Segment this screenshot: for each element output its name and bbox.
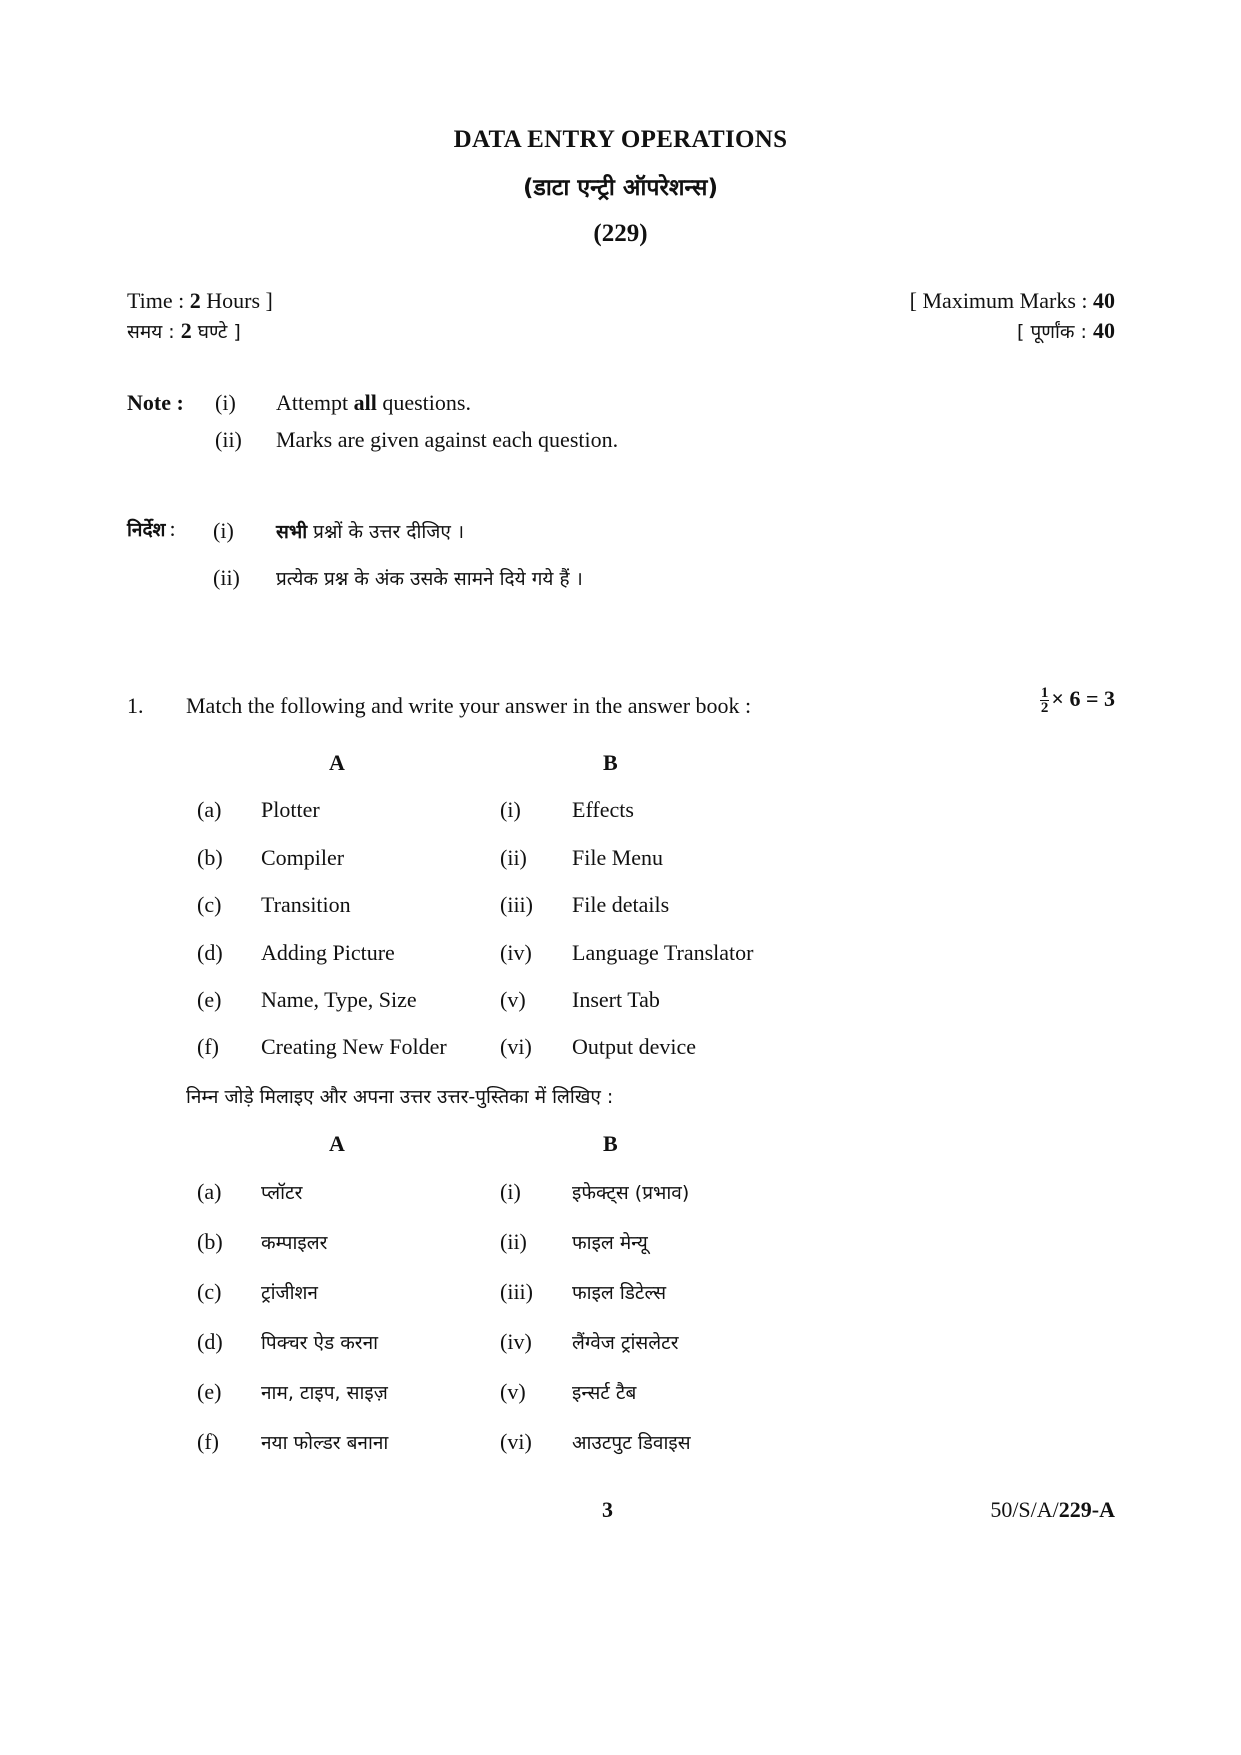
row-a-label: (c) xyxy=(197,892,222,917)
max-marks-hindi: [ पूर्णांक : 40 xyxy=(1017,318,1115,343)
max-marks-english: [ Maximum Marks : 40 xyxy=(909,288,1115,313)
row-a-text: पिक्चर ऐड करना xyxy=(261,1332,379,1354)
paper-title: DATA ENTRY OPERATIONS xyxy=(453,126,788,153)
row-b-label: (iv) xyxy=(500,1329,532,1354)
row-a-label: (a) xyxy=(197,797,222,822)
row-b-label: (i) xyxy=(500,797,521,822)
note-item-num: (i) xyxy=(215,390,236,415)
time-english: Time : 2 Hours ] xyxy=(127,288,273,313)
row-b-text: Output device xyxy=(572,1034,697,1059)
row-a-label: (e) xyxy=(197,987,222,1012)
question-marks: $\frac{1}{2}$ × 6 = 3 xyxy=(1040,685,1115,717)
row-a-label: (e) xyxy=(197,1379,222,1404)
hindi-column-a-heading: A xyxy=(329,1131,345,1156)
paper-title-hindi: (डाटा एन्ट्री ऑपरेशन्स) xyxy=(523,175,718,201)
row-b-text: फाइल डिटेल्स xyxy=(572,1282,667,1304)
nirdesh-item-text: प्रत्येक प्रश्न के अंक उसके सामने दिये गये हैं । xyxy=(276,568,583,590)
row-b-label: (v) xyxy=(500,1379,526,1404)
row-a-text: कम्पाइलर xyxy=(261,1232,328,1254)
question-text: Match the following and write your answer in the answer book : xyxy=(186,693,752,718)
hindi-column-b-heading: B xyxy=(603,1131,618,1156)
note-item-num: (ii) xyxy=(215,427,242,452)
row-b-text: इन्सर्ट टैब xyxy=(572,1382,637,1404)
page-number: 3 xyxy=(602,1497,613,1522)
nirdesh-item-num: (ii) xyxy=(213,565,240,590)
row-b-text: Insert Tab xyxy=(572,987,660,1012)
row-a-label: (c) xyxy=(197,1279,222,1304)
row-a-text: Transition xyxy=(261,892,351,917)
row-b-text: फाइल मेन्यू xyxy=(572,1232,648,1254)
row-a-label: (d) xyxy=(197,940,223,965)
row-a-label: (f) xyxy=(197,1429,219,1454)
row-b-label: (i) xyxy=(500,1179,521,1204)
time-hindi: समय : 2 घण्टे ] xyxy=(127,318,241,343)
nirdesh-item-num: (i) xyxy=(213,518,234,543)
row-b-text: Language Translator xyxy=(572,940,754,965)
row-b-label: (vi) xyxy=(500,1429,532,1454)
paper-code: 50/S/A/229-A xyxy=(990,1497,1115,1522)
note-item-text: Marks are given against each question. xyxy=(276,427,619,452)
row-b-text: File Menu xyxy=(572,845,664,870)
row-b-label: (vi) xyxy=(500,1034,532,1059)
question-number: 1. xyxy=(127,693,144,718)
row-a-text: Creating New Folder xyxy=(261,1034,447,1059)
half-fraction: $\frac{1}{2}$ xyxy=(1040,685,1049,717)
row-b-text: इफेक्ट्स (प्रभाव) xyxy=(572,1182,690,1204)
row-a-label: (a) xyxy=(197,1179,222,1204)
row-b-text: लैंग्वेज ट्रांसलेटर xyxy=(572,1332,679,1354)
column-a-heading: A xyxy=(329,750,345,775)
row-b-label: (ii) xyxy=(500,1229,527,1254)
row-b-label: (iv) xyxy=(500,940,532,965)
row-b-label: (v) xyxy=(500,987,526,1012)
row-b-text: File details xyxy=(572,892,670,917)
note-label: Note : xyxy=(127,390,184,415)
row-b-text: Effects xyxy=(572,797,634,822)
nirdesh-label: निर्देश : xyxy=(127,516,176,541)
subject-code: (229) xyxy=(593,220,648,247)
row-a-text: ट्रांजीशन xyxy=(261,1282,318,1304)
row-a-text: Compiler xyxy=(261,845,345,870)
row-a-label: (b) xyxy=(197,845,223,870)
row-a-text: Plotter xyxy=(261,797,320,822)
row-a-text: Name, Type, Size xyxy=(261,987,417,1012)
row-a-text: प्लॉटर xyxy=(261,1182,303,1204)
row-b-label: (iii) xyxy=(500,892,533,917)
row-b-text: आउटपुट डिवाइस xyxy=(572,1432,691,1454)
row-a-text: Adding Picture xyxy=(261,940,395,965)
question-text-hindi: निम्न जोड़े मिलाइए और अपना उत्तर उत्तर-पुस्तिका में लिखिए : xyxy=(186,1086,614,1108)
row-b-label: (iii) xyxy=(500,1279,533,1304)
nirdesh-item-text: सभी प्रश्नों के उत्तर दीजिए । xyxy=(276,521,465,543)
row-a-label: (f) xyxy=(197,1034,219,1059)
note-item-text: Attempt all questions. xyxy=(276,390,471,415)
row-b-label: (ii) xyxy=(500,845,527,870)
row-a-text: नाम, टाइप, साइज़ xyxy=(261,1382,388,1404)
row-a-label: (b) xyxy=(197,1229,223,1254)
row-a-text: नया फोल्डर बनाना xyxy=(261,1432,389,1454)
column-b-heading: B xyxy=(603,750,618,775)
row-a-label: (d) xyxy=(197,1329,223,1354)
